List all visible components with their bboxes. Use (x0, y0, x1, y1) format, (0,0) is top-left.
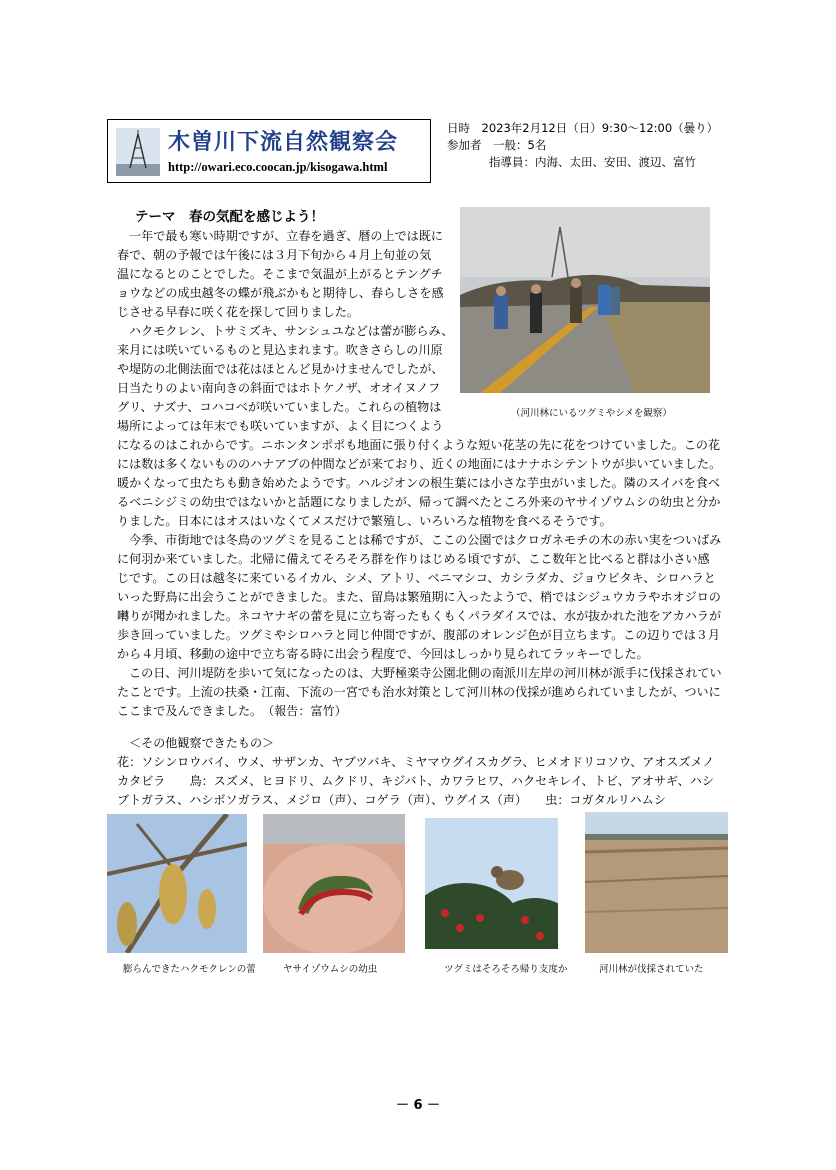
main-photo (460, 207, 710, 393)
body-line: から４月頃、移動の途中で立ち寄る時に出会う程度で、今回はしっかり見られてラッキーでした。 (117, 647, 649, 661)
tower-logo-icon (116, 128, 160, 176)
photo-weevil-larva (263, 814, 405, 953)
photo-caption: ヤサイゾウムシの幼虫 (283, 964, 378, 975)
body-line: ここまで及んできました。 （報告：富竹） (117, 704, 347, 718)
body-line: ョウなどの成虫越冬の蝶が飛ぶかもと期待し、春らしさを感 (117, 286, 444, 300)
body-line: るベニシジミの幼虫ではないかと話題になりましたが、帰って調べたところ外来のヤサイゾウムシの幼虫と分か (117, 495, 721, 509)
page-title: 木曽川下流自然観察会 (168, 130, 399, 155)
body-line: たことです。上流の扶桑・江南、下流の一宮でも治水対策として河川林の伐採が進められていましたが、ついに (117, 685, 721, 699)
body-line: 囀りが聞かれました。ネコヤナギの蕾を見に立ち寄ったもくもくパラダイスでは、水が抜かれた池をアカハラが (117, 609, 722, 623)
body-line: 今季、市街地では冬鳥のツグミを見ることは稀ですが、ここの公園ではクロガネモチの木の赤い実をついばみ (129, 533, 722, 547)
body-line: じさせる早春に咲く花を探して回りました。 (117, 305, 359, 319)
body-line: には数は多くないもののハナアブの仲間などが来ており、近くの地面にはナナホシテントウが歩いていました。 (117, 457, 722, 471)
body-line: に何羽か来ていました。北帰に備えてそろそろ群を作りはじめる頃ですが、ここ数年と比べると群は小さい感 (117, 552, 710, 566)
title-box (107, 119, 431, 183)
others-line: 花：ソシンロウバイ、ウメ、サザンカ、ヤブツバキ、ミヤマウグイスカグラ、ヒメオドリコソウ、アオスズメノ (117, 755, 715, 769)
photo-thrush (425, 818, 558, 949)
others-line: ブトガラス、ハシボソガラス、メジロ（声）、コゲラ（声）、ウグイス（声） 虫：コガタルリハムシ (117, 793, 666, 807)
others-line: カタビラ 鳥：スズメ、ヒヨドリ、ムクドリ、キジバト、カワラヒワ、ハクセキレイ、トビ、アオサギ、ハシ (117, 774, 714, 788)
body-line: グリ、ナズナ、コハコベが咲いていました。これらの植物は (117, 400, 442, 414)
body-line: や堤防の北側法面では花はほとんど見かけませんでしたが、 (117, 362, 444, 376)
body-line: いった野鳥に出会うことができました。また、留鳥は繁殖期に入ったようで、梢ではシジュウカラやホオジロの (117, 590, 721, 604)
photo-magnolia-buds (107, 814, 247, 953)
date-line: 日時 2023年2月12日（日）9:30〜12:00（曇り） (447, 121, 719, 135)
leaders-line: 指導員：内海、太田、安田、渡辺、富竹 (489, 155, 696, 169)
body-line: になるのはこれからです。ニホンタンポポも地面に張り付くような短い花茎の先に花をつけていました。この花 (117, 438, 721, 452)
main-photo-caption: （河川林にいるツグミやシメを観察） (511, 408, 672, 419)
site-url: http://owari.eco.coocan.jp/kisogawa.html (168, 160, 388, 174)
body-line: 暖かくなって虫たちも動き始めたようです。ハルジオンの根生葉には小さな芋虫がいました。隣のスイバを食べ (117, 476, 720, 490)
photo-caption: ツグミはそろそろ帰り支度か (444, 964, 568, 975)
page-number: － 6 － (395, 1098, 441, 1113)
body-line: じです。この日は越冬に来ているイカル、シメ、アトリ、ベニマシコ、カシラダカ、ジョウビタキ、シロハラと (117, 571, 716, 585)
body-line: りました。日本にはオスはいなくてメスだけで繁殖し、いろいろな植物を食べるそうです。 (117, 514, 612, 528)
body-line: 春で、朝の予報では午後には３月下旬から４月上旬並の気 (117, 248, 432, 262)
body-line: ハクモクレン、トサミズキ、サンシュユなどは蕾が膨らみ、 (129, 324, 454, 338)
participants-line: 参加者 一般：5名 (447, 138, 547, 152)
others-heading: ＜その他観察できたもの＞ (129, 736, 275, 750)
body-line: 一年で最も寒い時期ですが、立春を過ぎ、暦の上では既に (129, 229, 443, 243)
body-line: 来月には咲いているものと見込まれます。吹きさらしの川原 (117, 343, 443, 357)
body-line: 日当たりのよい南向きの斜面ではホトケノザ、オオイヌノフ (117, 381, 441, 395)
photo-felled-riverside-forest (585, 812, 728, 953)
photo-caption: 膨らんできたハクモクレンの蕾 (123, 964, 256, 975)
body-line: 温になるとのことでした。そこまで気温が上がるとテングチ (117, 267, 443, 281)
body-line: 場所によっては年末でも咲いていますが、よく目につくよう (117, 419, 444, 433)
body-line: この日、河川堤防を歩いて気になったのは、大野極楽寺公園北側の南派川左岸の河川林が派手に伐採されてい (129, 666, 722, 680)
photo-caption: 河川林が伐採されていた (599, 964, 704, 975)
body-line: 歩き回っていました。ツグミやシロハラと同じ仲間ですが、腹部のオレンジ色が目立ちます。この辺りでは３月 (117, 628, 720, 642)
theme-heading: テーマ 春の気配を感じよう！ (135, 209, 324, 225)
